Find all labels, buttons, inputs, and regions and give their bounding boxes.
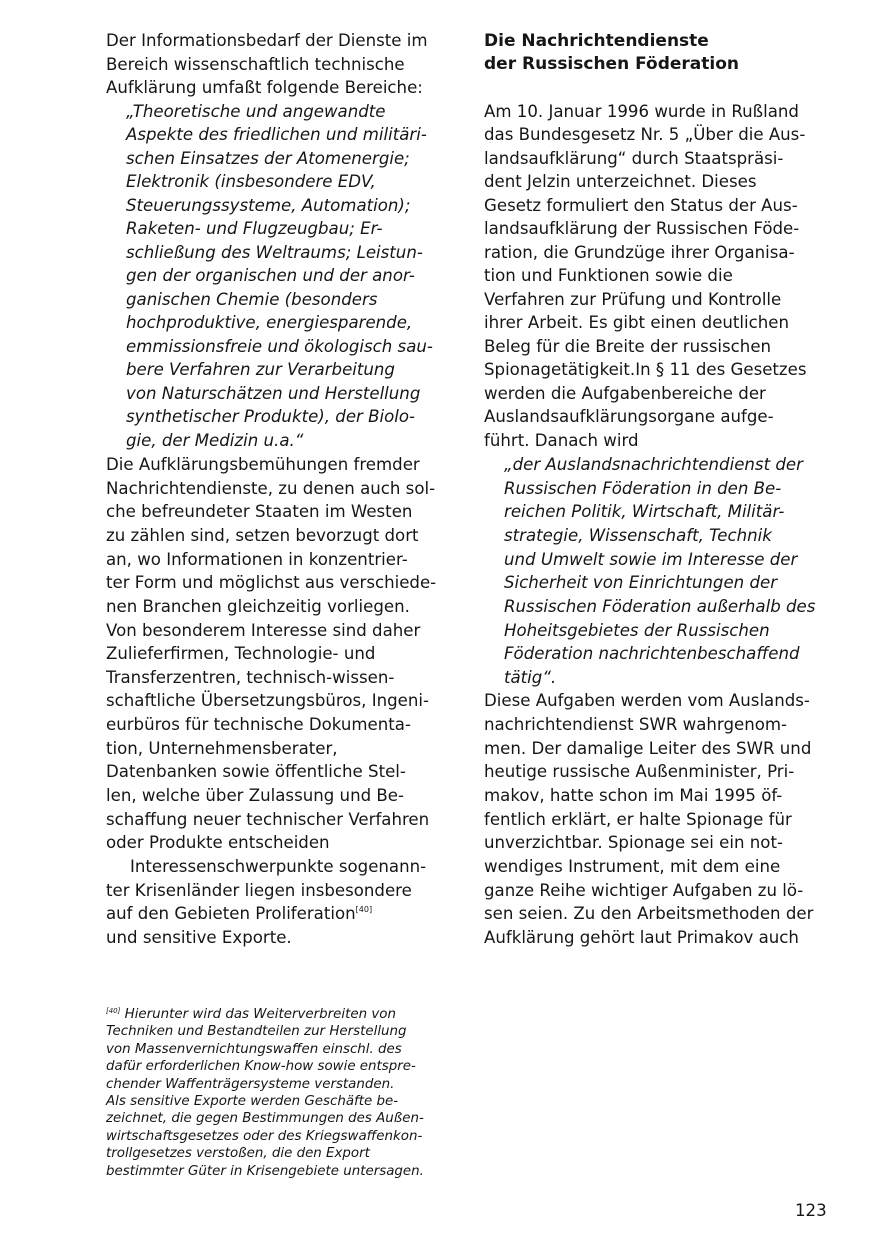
text-line: ganze Reihe wichtiger Aufgaben zu lö- xyxy=(484,881,804,900)
text-line: das Bundesgesetz Nr. 5 „Über die Aus- xyxy=(484,125,806,144)
text-line-with-footnote xyxy=(106,902,372,926)
text-line: wendiges Instrument, mit dem eine xyxy=(484,857,781,876)
text-line: len, welche über Zulassung und Be- xyxy=(106,786,404,805)
quote-line: Elektronik (insbesondere EDV, xyxy=(126,172,376,191)
text-line: Die Aufklärungsbemühungen fremder xyxy=(106,455,420,474)
quote-line: bere Verfahren zur Verarbeitung xyxy=(126,360,395,379)
text-line: ter Krisenländer liegen insbesondere xyxy=(106,881,412,900)
text-line: schaffung neuer technischer Verfahren xyxy=(106,810,430,829)
quote-line: tätig“. xyxy=(504,668,557,687)
text-line: Verfahren zur Prüfung und Kontrolle xyxy=(484,290,782,309)
footnote-marker: [40] xyxy=(106,1007,121,1015)
text-line: werden die Aufgabenbereiche der xyxy=(484,384,766,403)
text-line: landsaufklärung“ durch Staatspräsi- xyxy=(484,149,784,168)
text-line: Aufklärung gehört laut Primakov auch xyxy=(484,928,799,947)
text-line: Auslandsaufklärungsorgane aufge- xyxy=(484,407,774,426)
text-line: tion und Funktionen sowie die xyxy=(484,266,733,285)
text-line: Nachrichtendienste, zu denen auch sol- xyxy=(106,479,436,498)
footnote-reference[interactable]: [40] xyxy=(355,905,373,914)
text-line: eurbüros für technische Dokumenta- xyxy=(106,715,411,734)
quote-line: gen der organischen und der anor- xyxy=(126,266,415,285)
footnote-line: dafür erforderlichen Know-how sowie entspre- xyxy=(106,1059,416,1074)
quote-line: synthetischer Produkte), der Biolo- xyxy=(126,407,416,426)
text-line: und sensitive Exporte. xyxy=(106,928,292,947)
text-line: landsaufklärung der Russischen Föde- xyxy=(484,219,800,238)
text-line: an, wo Informationen in konzentrier- xyxy=(106,550,408,569)
text-line: Diese Aufgaben werden vom Auslands- xyxy=(484,691,810,710)
text-line: che befreundeter Staaten im Westen xyxy=(106,502,413,521)
quote-line: ganischen Chemie (besonders xyxy=(126,290,378,309)
text-line: fentlich erklärt, er halte Spionage für xyxy=(484,810,792,829)
quote-line: von Naturschätzen und Herstellung xyxy=(126,384,421,403)
text-line: nachrichtendienst SWR wahrgenom- xyxy=(484,715,788,734)
text-line: ihrer Arbeit. Es gibt einen deutlichen xyxy=(484,313,790,332)
footnote-line: trollgesetzes verstoßen, die den Export xyxy=(106,1146,370,1161)
text-line: Gesetz formuliert den Status der Aus- xyxy=(484,196,798,215)
footnote-line: zeichnet, die gegen Bestimmungen des Außen- xyxy=(106,1111,424,1126)
text-line: Am 10. Januar 1996 wurde in Rußland xyxy=(484,102,799,121)
quote-line: Aspekte des friedlichen und militäri- xyxy=(126,125,427,144)
quote-line: „Theoretische und angewandte xyxy=(126,102,386,121)
text-line: dent Jelzin unterzeichnet. Dieses xyxy=(484,172,757,191)
text-line: Spionagetätigkeit.In § 11 des Gesetzes xyxy=(484,360,807,379)
footnote-line: wirtschaftsgesetzes oder des Kriegswaffenkon- xyxy=(106,1129,423,1144)
quote-line: Raketen- und Flugzeugbau; Er- xyxy=(126,219,383,238)
quote-line: Russischen Föderation in den Be- xyxy=(504,479,782,498)
text-line: Aufklärung umfaßt folgende Bereiche: xyxy=(106,78,423,97)
quote-line: Russischen Föderation außerhalb des xyxy=(504,597,816,616)
quote-line: Hoheitsgebietes der Russischen xyxy=(504,621,770,640)
text-line: ration, die Grundzüge ihrer Organisa- xyxy=(484,243,795,262)
quote-line: „der Auslandsnachrichtendienst der xyxy=(504,455,803,474)
text-line: zu zählen sind, setzen bevorzugt dort xyxy=(106,526,419,545)
footnote-line: Als sensitive Exporte werden Geschäfte be- xyxy=(106,1094,399,1109)
quote-line: gie, der Medizin u.a.“ xyxy=(126,431,304,450)
quote-line: Steuerungssysteme, Automation); xyxy=(126,196,411,215)
text-line: schaftliche Übersetzungsbüros, Ingeni- xyxy=(106,691,429,710)
text-line: Zulieferfirmen, Technologie- und xyxy=(106,644,376,663)
footnote-line xyxy=(106,1006,396,1024)
text-line: Beleg für die Breite der russischen xyxy=(484,337,772,356)
footnote-line: von Massenvernichtungswaffen einschl. des xyxy=(106,1042,402,1057)
quote-line: und Umwelt sowie im Interesse der xyxy=(504,550,798,569)
text-line: tion, Unternehmensberater, xyxy=(106,739,338,758)
footnote-line: bestimmter Güter in Krisengebiete untersagen. xyxy=(106,1164,424,1179)
text-line: oder Produkte entscheiden xyxy=(106,833,330,852)
text-line: Der Informationsbedarf der Dienste im xyxy=(106,31,428,50)
quote-line: schen Einsatzes der Atomenergie; xyxy=(126,149,410,168)
quote-line: reichen Politik, Wirtschaft, Militär- xyxy=(504,502,785,521)
text-line: Datenbanken sowie öffentliche Stel- xyxy=(106,762,406,781)
footnote-line: Techniken und Bestandteilen zur Herstellung xyxy=(106,1024,407,1039)
text-line: makov, hatte schon im Mai 1995 öf- xyxy=(484,786,783,805)
text-line: sen seien. Zu den Arbeitsmethoden der xyxy=(484,904,814,923)
text-line: unverzichtbar. Spionage sei ein not- xyxy=(484,833,783,852)
quote-line: schließung des Weltraums; Leistun- xyxy=(126,243,423,262)
quote-line: Sicherheit von Einrichtungen der xyxy=(504,573,778,592)
quote-line: Föderation nachrichtenbeschaffend xyxy=(504,644,800,663)
text-span: auf den Gebieten Proliferation xyxy=(106,904,356,923)
text-line: Interessenschwerpunkte sogenann- xyxy=(130,857,427,876)
quote-line: hochproduktive, energiesparende, xyxy=(126,313,413,332)
text-line: men. Der damalige Leiter des SWR und xyxy=(484,739,812,758)
footnote-text: Hierunter wird das Weiterverbreiten von xyxy=(124,1007,396,1022)
text-line: Von besonderem Interesse sind daher xyxy=(106,621,421,640)
text-line: nen Branchen gleichzeitig vorliegen. xyxy=(106,597,410,616)
text-line: führt. Danach wird xyxy=(484,431,639,450)
section-heading: der Russischen Föderation xyxy=(484,54,739,74)
quote-line: strategie, Wissenschaft, Technik xyxy=(504,526,772,545)
text-line: Transferzentren, technisch-wissen- xyxy=(106,668,395,687)
text-line: ter Form und möglichst aus verschiede- xyxy=(106,573,437,592)
section-heading: Die Nachrichtendienste xyxy=(484,31,709,51)
text-line: Bereich wissenschaftlich technische xyxy=(106,55,405,74)
page-number: 123 xyxy=(795,1201,827,1220)
footnote-line: chender Waffenträgersysteme verstanden. xyxy=(106,1077,395,1092)
quote-line: emmissionsfreie und ökologisch sau- xyxy=(126,337,433,356)
text-line: heutige russische Außenminister, Pri- xyxy=(484,762,795,781)
